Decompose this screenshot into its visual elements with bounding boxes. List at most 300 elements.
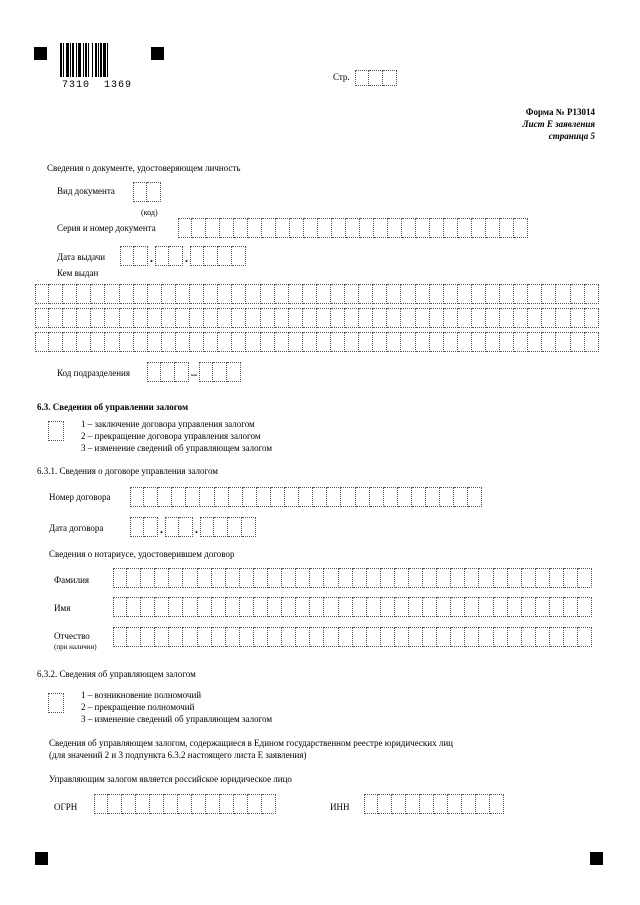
input-cell[interactable]: [141, 627, 155, 647]
input-cell[interactable]: [353, 568, 367, 588]
input-cell[interactable]: [310, 568, 324, 588]
input-cell[interactable]: [275, 332, 289, 352]
input-cell[interactable]: [289, 284, 303, 304]
input-cell[interactable]: [120, 284, 134, 304]
input-cell[interactable]: [486, 308, 500, 328]
input-cell[interactable]: [164, 794, 178, 814]
input-cell[interactable]: [215, 487, 229, 507]
input-cell[interactable]: [444, 308, 458, 328]
input-cell[interactable]: [500, 308, 514, 328]
input-cell[interactable]: [290, 218, 304, 238]
input-cell[interactable]: [313, 487, 327, 507]
ogrn-cells[interactable]: [94, 794, 276, 814]
input-cell[interactable]: [514, 284, 528, 304]
input-cell[interactable]: [63, 332, 77, 352]
input-cell[interactable]: [136, 794, 150, 814]
input-cell[interactable]: [190, 308, 204, 328]
input-cell[interactable]: [472, 332, 486, 352]
input-cell[interactable]: [268, 627, 282, 647]
input-cell[interactable]: [63, 284, 77, 304]
input-cell[interactable]: [458, 218, 472, 238]
input-cell[interactable]: [192, 218, 206, 238]
input-cell[interactable]: [476, 794, 490, 814]
input-cell[interactable]: [367, 627, 381, 647]
input-cell[interactable]: [155, 627, 169, 647]
input-cell[interactable]: [416, 284, 430, 304]
input-cell[interactable]: [479, 597, 493, 617]
section-6-3-2-choice-cell[interactable]: [48, 693, 64, 713]
input-cell[interactable]: [500, 332, 514, 352]
issued-by-row-3[interactable]: [35, 332, 599, 352]
input-cell[interactable]: [522, 627, 536, 647]
input-cell[interactable]: [395, 568, 409, 588]
input-cell[interactable]: [430, 284, 444, 304]
input-cell[interactable]: [373, 308, 387, 328]
input-cell[interactable]: [310, 597, 324, 617]
input-cell[interactable]: [331, 284, 345, 304]
input-cell[interactable]: [402, 218, 416, 238]
input-cell[interactable]: [218, 284, 232, 304]
input-cell[interactable]: [578, 597, 592, 617]
input-cell[interactable]: [120, 332, 134, 352]
input-cell[interactable]: [444, 218, 458, 238]
input-cell[interactable]: [327, 487, 341, 507]
input-cell[interactable]: [105, 308, 119, 328]
input-cell[interactable]: [536, 597, 550, 617]
input-cell[interactable]: [162, 332, 176, 352]
input-cell[interactable]: [409, 568, 423, 588]
input-cell[interactable]: [77, 332, 91, 352]
input-cell[interactable]: [430, 218, 444, 238]
patronymic-cells[interactable]: [113, 627, 592, 647]
section-6-3-choice-cell[interactable]: [48, 421, 64, 441]
input-cell[interactable]: [148, 308, 162, 328]
input-cell[interactable]: [35, 284, 49, 304]
input-cell[interactable]: [387, 284, 401, 304]
input-cell[interactable]: [254, 627, 268, 647]
input-cell[interactable]: [275, 308, 289, 328]
input-cell[interactable]: [367, 597, 381, 617]
input-cell[interactable]: [200, 517, 214, 537]
input-cell[interactable]: [91, 284, 105, 304]
input-cell[interactable]: [585, 284, 599, 304]
input-cell[interactable]: [105, 332, 119, 352]
input-cell[interactable]: [468, 487, 482, 507]
input-cell[interactable]: [91, 332, 105, 352]
input-cell[interactable]: [240, 597, 254, 617]
input-cell[interactable]: [232, 332, 246, 352]
input-cell[interactable]: [304, 218, 318, 238]
input-cell[interactable]: [472, 308, 486, 328]
input-cell[interactable]: [105, 284, 119, 304]
input-cell[interactable]: [416, 218, 430, 238]
input-cell[interactable]: [254, 568, 268, 588]
input-cell[interactable]: [465, 568, 479, 588]
input-cell[interactable]: [176, 308, 190, 328]
input-cell[interactable]: [571, 308, 585, 328]
input-cell[interactable]: [409, 627, 423, 647]
input-cell[interactable]: [234, 794, 248, 814]
input-cell[interactable]: [542, 332, 556, 352]
input-cell[interactable]: [494, 597, 508, 617]
input-cell[interactable]: [458, 284, 472, 304]
input-cell[interactable]: [324, 627, 338, 647]
input-cell[interactable]: [451, 568, 465, 588]
input-cell[interactable]: [35, 308, 49, 328]
input-cell[interactable]: [242, 517, 256, 537]
input-cell[interactable]: [374, 218, 388, 238]
input-cell[interactable]: [227, 362, 241, 382]
input-cell[interactable]: [448, 794, 462, 814]
input-cell[interactable]: [353, 627, 367, 647]
input-cell[interactable]: [218, 332, 232, 352]
input-cell[interactable]: [536, 568, 550, 588]
input-cell[interactable]: [479, 568, 493, 588]
input-cell[interactable]: [120, 308, 134, 328]
input-cell[interactable]: [339, 627, 353, 647]
input-cell[interactable]: [500, 218, 514, 238]
input-cell[interactable]: [268, 568, 282, 588]
input-cell[interactable]: [324, 568, 338, 588]
input-cell[interactable]: [234, 218, 248, 238]
input-cell[interactable]: [155, 597, 169, 617]
input-cell[interactable]: [398, 487, 412, 507]
input-cell[interactable]: [206, 218, 220, 238]
input-cell[interactable]: [246, 308, 260, 328]
input-cell[interactable]: [318, 218, 332, 238]
input-cell[interactable]: [49, 308, 63, 328]
input-cell[interactable]: [514, 332, 528, 352]
issue-date-cells[interactable]: [120, 246, 246, 266]
input-cell[interactable]: [409, 597, 423, 617]
surname-cells[interactable]: [113, 568, 592, 588]
input-cell[interactable]: [345, 308, 359, 328]
input-cell[interactable]: [387, 332, 401, 352]
input-cell[interactable]: [148, 284, 162, 304]
input-cell[interactable]: [148, 332, 162, 352]
input-cell[interactable]: [420, 794, 434, 814]
input-cell[interactable]: [296, 597, 310, 617]
input-cell[interactable]: [437, 597, 451, 617]
input-cell[interactable]: [359, 308, 373, 328]
input-cell[interactable]: [275, 284, 289, 304]
input-cell[interactable]: [248, 218, 262, 238]
input-cell[interactable]: [48, 693, 64, 713]
division-code-cells[interactable]: [147, 362, 241, 382]
input-cell[interactable]: [331, 332, 345, 352]
input-cell[interactable]: [261, 284, 275, 304]
input-cell[interactable]: [542, 308, 556, 328]
input-cell[interactable]: [392, 794, 406, 814]
issued-by-row-1[interactable]: [35, 284, 599, 304]
input-cell[interactable]: [373, 332, 387, 352]
input-cell[interactable]: [178, 794, 192, 814]
contract-number-cells[interactable]: [130, 487, 482, 507]
input-cell[interactable]: [395, 627, 409, 647]
input-cell[interactable]: [162, 308, 176, 328]
input-cell[interactable]: [317, 332, 331, 352]
input-cell[interactable]: [246, 284, 260, 304]
input-cell[interactable]: [229, 487, 243, 507]
input-cell[interactable]: [430, 332, 444, 352]
input-cell[interactable]: [289, 308, 303, 328]
input-cell[interactable]: [285, 487, 299, 507]
input-cell[interactable]: [472, 218, 486, 238]
input-cell[interactable]: [199, 362, 213, 382]
input-cell[interactable]: [141, 597, 155, 617]
input-cell[interactable]: [317, 308, 331, 328]
input-cell[interactable]: [465, 597, 479, 617]
name-cells[interactable]: [113, 597, 592, 617]
input-cell[interactable]: [268, 597, 282, 617]
input-cell[interactable]: [556, 332, 570, 352]
input-cell[interactable]: [175, 362, 189, 382]
input-cell[interactable]: [370, 487, 384, 507]
input-cell[interactable]: [369, 70, 383, 86]
input-cell[interactable]: [127, 568, 141, 588]
input-cell[interactable]: [373, 284, 387, 304]
input-cell[interactable]: [486, 284, 500, 304]
input-cell[interactable]: [345, 284, 359, 304]
input-cell[interactable]: [381, 568, 395, 588]
input-cell[interactable]: [522, 568, 536, 588]
input-cell[interactable]: [508, 568, 522, 588]
input-cell[interactable]: [158, 487, 172, 507]
input-cell[interactable]: [49, 284, 63, 304]
input-cell[interactable]: [412, 487, 426, 507]
input-cell[interactable]: [134, 246, 148, 266]
input-cell[interactable]: [248, 794, 262, 814]
input-cell[interactable]: [494, 627, 508, 647]
input-cell[interactable]: [147, 182, 161, 202]
input-cell[interactable]: [212, 568, 226, 588]
input-cell[interactable]: [331, 308, 345, 328]
input-cell[interactable]: [486, 332, 500, 352]
input-cell[interactable]: [550, 597, 564, 617]
input-cell[interactable]: [130, 517, 144, 537]
page-number-cells[interactable]: [355, 70, 397, 86]
input-cell[interactable]: [49, 332, 63, 352]
input-cell[interactable]: [144, 487, 158, 507]
input-cell[interactable]: [571, 284, 585, 304]
input-cell[interactable]: [144, 517, 158, 537]
input-cell[interactable]: [134, 308, 148, 328]
input-cell[interactable]: [564, 568, 578, 588]
input-cell[interactable]: [240, 627, 254, 647]
input-cell[interactable]: [108, 794, 122, 814]
input-cell[interactable]: [440, 487, 454, 507]
input-cell[interactable]: [94, 794, 108, 814]
input-cell[interactable]: [514, 308, 528, 328]
input-cell[interactable]: [232, 284, 246, 304]
issued-by-row-2[interactable]: [35, 308, 599, 328]
input-cell[interactable]: [437, 568, 451, 588]
input-cell[interactable]: [169, 568, 183, 588]
input-cell[interactable]: [332, 218, 346, 238]
series-number-cells[interactable]: [178, 218, 528, 238]
input-cell[interactable]: [341, 487, 355, 507]
input-cell[interactable]: [536, 627, 550, 647]
input-cell[interactable]: [226, 597, 240, 617]
input-cell[interactable]: [113, 597, 127, 617]
input-cell[interactable]: [179, 517, 193, 537]
input-cell[interactable]: [218, 308, 232, 328]
input-cell[interactable]: [490, 794, 504, 814]
input-cell[interactable]: [381, 627, 395, 647]
input-cell[interactable]: [261, 332, 275, 352]
input-cell[interactable]: [388, 218, 402, 238]
input-cell[interactable]: [162, 284, 176, 304]
input-cell[interactable]: [494, 568, 508, 588]
input-cell[interactable]: [444, 284, 458, 304]
input-cell[interactable]: [444, 332, 458, 352]
input-cell[interactable]: [556, 308, 570, 328]
input-cell[interactable]: [155, 246, 169, 266]
input-cell[interactable]: [77, 308, 91, 328]
input-cell[interactable]: [232, 308, 246, 328]
input-cell[interactable]: [437, 627, 451, 647]
input-cell[interactable]: [359, 284, 373, 304]
input-cell[interactable]: [169, 246, 183, 266]
input-cell[interactable]: [528, 332, 542, 352]
input-cell[interactable]: [542, 284, 556, 304]
contract-date-cells[interactable]: [130, 517, 256, 537]
input-cell[interactable]: [423, 568, 437, 588]
input-cell[interactable]: [133, 182, 147, 202]
input-cell[interactable]: [212, 597, 226, 617]
input-cell[interactable]: [423, 627, 437, 647]
input-cell[interactable]: [176, 284, 190, 304]
input-cell[interactable]: [296, 568, 310, 588]
input-cell[interactable]: [190, 246, 204, 266]
input-cell[interactable]: [578, 568, 592, 588]
input-cell[interactable]: [262, 794, 276, 814]
doc-type-cells[interactable]: [133, 182, 161, 202]
input-cell[interactable]: [550, 627, 564, 647]
input-cell[interactable]: [226, 568, 240, 588]
input-cell[interactable]: [218, 246, 232, 266]
input-cell[interactable]: [178, 218, 192, 238]
input-cell[interactable]: [122, 794, 136, 814]
input-cell[interactable]: [346, 218, 360, 238]
input-cell[interactable]: [571, 332, 585, 352]
input-cell[interactable]: [462, 794, 476, 814]
input-cell[interactable]: [169, 627, 183, 647]
input-cell[interactable]: [556, 284, 570, 304]
input-cell[interactable]: [282, 597, 296, 617]
input-cell[interactable]: [91, 308, 105, 328]
input-cell[interactable]: [367, 568, 381, 588]
input-cell[interactable]: [134, 332, 148, 352]
input-cell[interactable]: [423, 597, 437, 617]
input-cell[interactable]: [165, 517, 179, 537]
input-cell[interactable]: [451, 627, 465, 647]
input-cell[interactable]: [378, 794, 392, 814]
input-cell[interactable]: [564, 597, 578, 617]
input-cell[interactable]: [35, 332, 49, 352]
input-cell[interactable]: [183, 568, 197, 588]
input-cell[interactable]: [204, 284, 218, 304]
input-cell[interactable]: [134, 284, 148, 304]
input-cell[interactable]: [130, 487, 144, 507]
input-cell[interactable]: [127, 597, 141, 617]
input-cell[interactable]: [381, 597, 395, 617]
input-cell[interactable]: [192, 794, 206, 814]
input-cell[interactable]: [387, 308, 401, 328]
input-cell[interactable]: [243, 487, 257, 507]
input-cell[interactable]: [200, 487, 214, 507]
input-cell[interactable]: [282, 627, 296, 647]
input-cell[interactable]: [550, 568, 564, 588]
input-cell[interactable]: [364, 794, 378, 814]
input-cell[interactable]: [416, 332, 430, 352]
input-cell[interactable]: [454, 487, 468, 507]
input-cell[interactable]: [213, 362, 227, 382]
input-cell[interactable]: [430, 308, 444, 328]
input-cell[interactable]: [228, 517, 242, 537]
input-cell[interactable]: [384, 487, 398, 507]
input-cell[interactable]: [303, 308, 317, 328]
input-cell[interactable]: [317, 284, 331, 304]
input-cell[interactable]: [401, 284, 415, 304]
input-cell[interactable]: [508, 627, 522, 647]
input-cell[interactable]: [522, 597, 536, 617]
input-cell[interactable]: [206, 794, 220, 814]
input-cell[interactable]: [183, 627, 197, 647]
input-cell[interactable]: [528, 308, 542, 328]
input-cell[interactable]: [261, 308, 275, 328]
input-cell[interactable]: [458, 332, 472, 352]
input-cell[interactable]: [271, 487, 285, 507]
input-cell[interactable]: [383, 70, 397, 86]
input-cell[interactable]: [150, 794, 164, 814]
input-cell[interactable]: [127, 627, 141, 647]
input-cell[interactable]: [77, 284, 91, 304]
input-cell[interactable]: [310, 627, 324, 647]
input-cell[interactable]: [276, 218, 290, 238]
input-cell[interactable]: [147, 362, 161, 382]
input-cell[interactable]: [500, 284, 514, 304]
input-cell[interactable]: [426, 487, 440, 507]
input-cell[interactable]: [204, 332, 218, 352]
input-cell[interactable]: [508, 597, 522, 617]
input-cell[interactable]: [451, 597, 465, 617]
input-cell[interactable]: [585, 332, 599, 352]
input-cell[interactable]: [169, 597, 183, 617]
input-cell[interactable]: [262, 218, 276, 238]
input-cell[interactable]: [299, 487, 313, 507]
input-cell[interactable]: [303, 284, 317, 304]
input-cell[interactable]: [401, 308, 415, 328]
input-cell[interactable]: [339, 597, 353, 617]
input-cell[interactable]: [220, 794, 234, 814]
input-cell[interactable]: [113, 568, 127, 588]
input-cell[interactable]: [395, 597, 409, 617]
input-cell[interactable]: [254, 597, 268, 617]
input-cell[interactable]: [486, 218, 500, 238]
input-cell[interactable]: [458, 308, 472, 328]
input-cell[interactable]: [120, 246, 134, 266]
input-cell[interactable]: [204, 308, 218, 328]
input-cell[interactable]: [479, 627, 493, 647]
input-cell[interactable]: [226, 627, 240, 647]
input-cell[interactable]: [339, 568, 353, 588]
input-cell[interactable]: [214, 517, 228, 537]
input-cell[interactable]: [406, 794, 420, 814]
input-cell[interactable]: [356, 487, 370, 507]
input-cell[interactable]: [183, 597, 197, 617]
input-cell[interactable]: [353, 597, 367, 617]
